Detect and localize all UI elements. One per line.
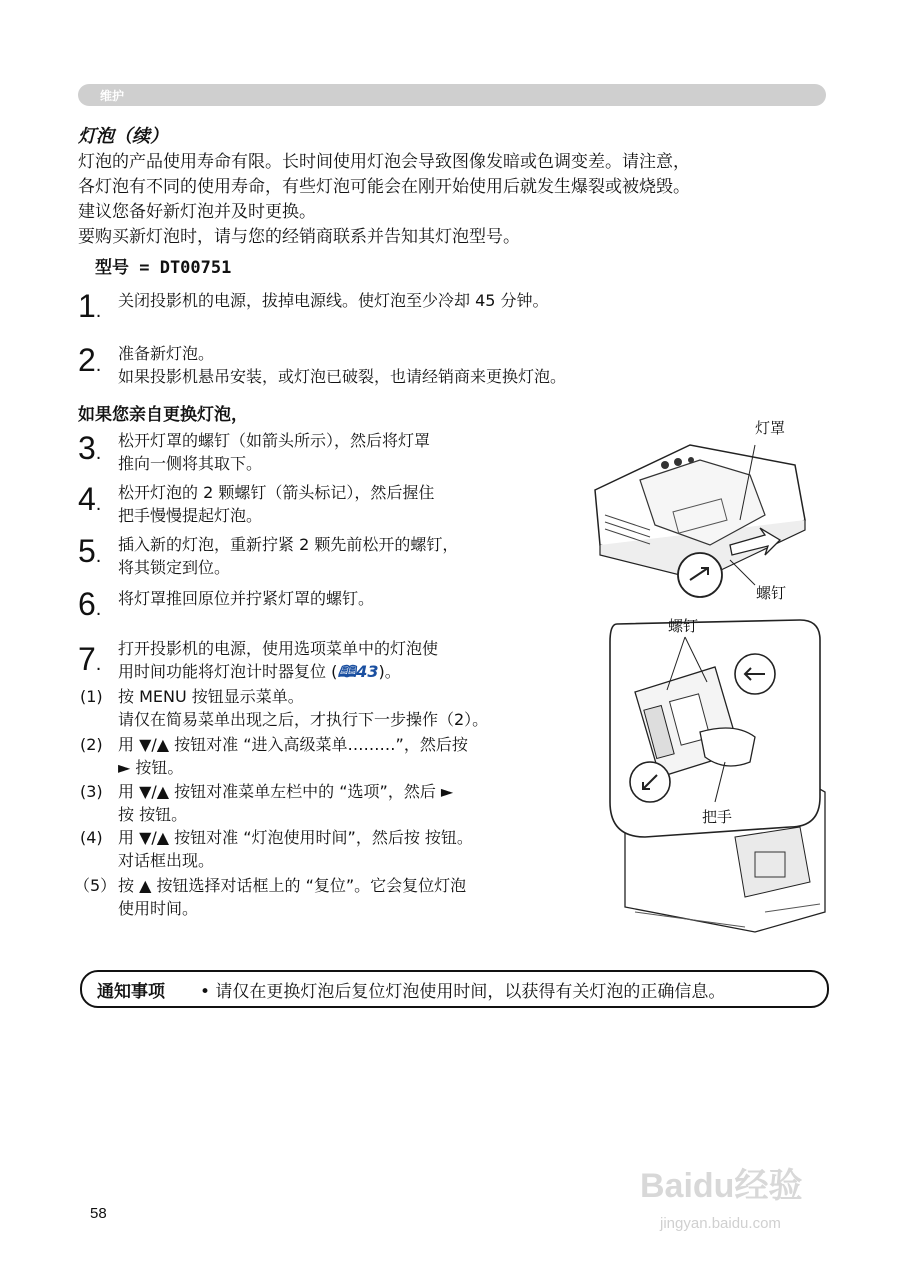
substep-5-line-2: 使用时间。 bbox=[118, 899, 199, 918]
step-4-line-1: 松开灯泡的 2 颗螺钉（箭头标记），然后握住 bbox=[118, 483, 435, 502]
step-number-6: 6. bbox=[78, 586, 102, 622]
substep-3-number: (3) bbox=[80, 782, 103, 801]
step-number-3: 3. bbox=[78, 430, 102, 466]
intro-line-3: 建议您备好新灯泡并及时更换。 bbox=[78, 202, 316, 222]
book-ref-icon: 🕮 bbox=[337, 662, 357, 681]
step-number-5: 5. bbox=[78, 533, 102, 569]
substep-4-line-2: 对话框出现。 bbox=[118, 851, 215, 870]
model-number: 型号 = DT00751 bbox=[95, 258, 232, 278]
step-2-line-2: 如果投影机悬吊安装，或灯泡已破裂，也请经销商来更换灯泡。 bbox=[118, 367, 567, 386]
step-6-text: 将灯罩推回原位并拧紧灯罩的螺钉。 bbox=[118, 589, 375, 608]
intro-line-1: 灯泡的产品使用寿命有限。长时间使用灯泡会导致图像发暗或色调变差。请注意， bbox=[78, 152, 690, 172]
intro-line-4: 要购买新灯泡时，请与您的经销商联系并告知其灯泡型号。 bbox=[78, 227, 520, 247]
substep-2-line-2: ► 按钮。 bbox=[118, 758, 184, 777]
substep-2-number: (2) bbox=[80, 735, 103, 754]
screw-label-top: 螺钉 bbox=[756, 584, 787, 602]
substep-3-line-2: 按 按钮。 bbox=[118, 805, 188, 824]
step-7-line-2: 用时间功能将灯泡计时器复位 (🕮43)。 bbox=[118, 662, 401, 681]
intro-line-2: 各灯泡有不同的使用寿命，有些灯泡可能会在刚开始使用后就发生爆裂或被烧毁。 bbox=[78, 177, 690, 197]
lamp-cover-label: 灯罩 bbox=[755, 419, 786, 437]
page-title: 灯泡（续） bbox=[78, 126, 168, 147]
page-number: 58 bbox=[90, 1205, 107, 1222]
step-5-line-1: 插入新的灯泡，重新拧紧 2 颗先前松开的螺钉， bbox=[118, 535, 459, 554]
notice-label: 通知事项 bbox=[97, 982, 165, 1002]
substep-4-number: (4) bbox=[80, 828, 103, 847]
step-2-line-1: 准备新灯泡。 bbox=[118, 344, 215, 363]
step-number-4: 4. bbox=[78, 481, 102, 517]
substep-3-line-1: 用 ▼/▲ 按钮对准菜单左栏中的 “选项”，然后 ► bbox=[118, 782, 454, 801]
section-header-bar bbox=[78, 84, 826, 106]
step-1-text: 关闭投影机的电源，拔掉电源线。使灯泡至少冷却 45 分钟。 bbox=[118, 291, 549, 310]
lamp-removal-illustration bbox=[605, 612, 830, 942]
section-header-label: 维护 bbox=[100, 89, 125, 103]
notice-text: • 请仅在更换灯泡后复位灯泡使用时间，以获得有关灯泡的正确信息。 bbox=[200, 982, 726, 1002]
substep-1-line-2: 请仅在简易菜单出现之后，才执行下一步操作（2）。 bbox=[118, 710, 489, 729]
step-number-7: 7. bbox=[78, 641, 102, 677]
substep-1-number: (1) bbox=[80, 687, 103, 706]
substep-5-number: （5） bbox=[74, 876, 117, 895]
substep-5-line-1: 按 ▲ 按钮选择对话框上的 “复位”。它会复位灯泡 bbox=[118, 876, 467, 895]
step-4-line-2: 把手慢慢提起灯泡。 bbox=[118, 506, 263, 525]
step-number-2: 2. bbox=[78, 342, 102, 378]
substep-2-line-1: 用 ▼/▲ 按钮对准 “进入高级菜单………”，然后按 bbox=[118, 735, 468, 754]
step-3-line-1: 松开灯罩的螺钉（如箭头所示），然后将灯罩 bbox=[118, 431, 431, 450]
substep-4-line-1: 用 ▼/▲ 按钮对准 “灯泡使用时间”，然后按 按钮。 bbox=[118, 828, 473, 847]
substep-1-line-1: 按 MENU 按钮显示菜单。 bbox=[118, 687, 304, 706]
handle-label: 把手 bbox=[702, 808, 733, 826]
step-3-line-2: 推向一侧将其取下。 bbox=[118, 454, 263, 473]
screw-label-mid: 螺钉 bbox=[668, 617, 699, 635]
step-5-line-2: 将其锁定到位。 bbox=[118, 558, 231, 577]
watermark-logo: Baidu经验 bbox=[640, 1167, 803, 1205]
step-number-1: 1. bbox=[78, 288, 102, 324]
step-7-line-1: 打开投影机的电源，使用选项菜单中的灯泡使 bbox=[118, 639, 439, 658]
diy-subheading: 如果您亲自更换灯泡， bbox=[78, 405, 248, 425]
page-ref[interactable]: 43 bbox=[356, 662, 379, 681]
watermark-url: jingyan.baidu.com bbox=[660, 1215, 781, 1232]
